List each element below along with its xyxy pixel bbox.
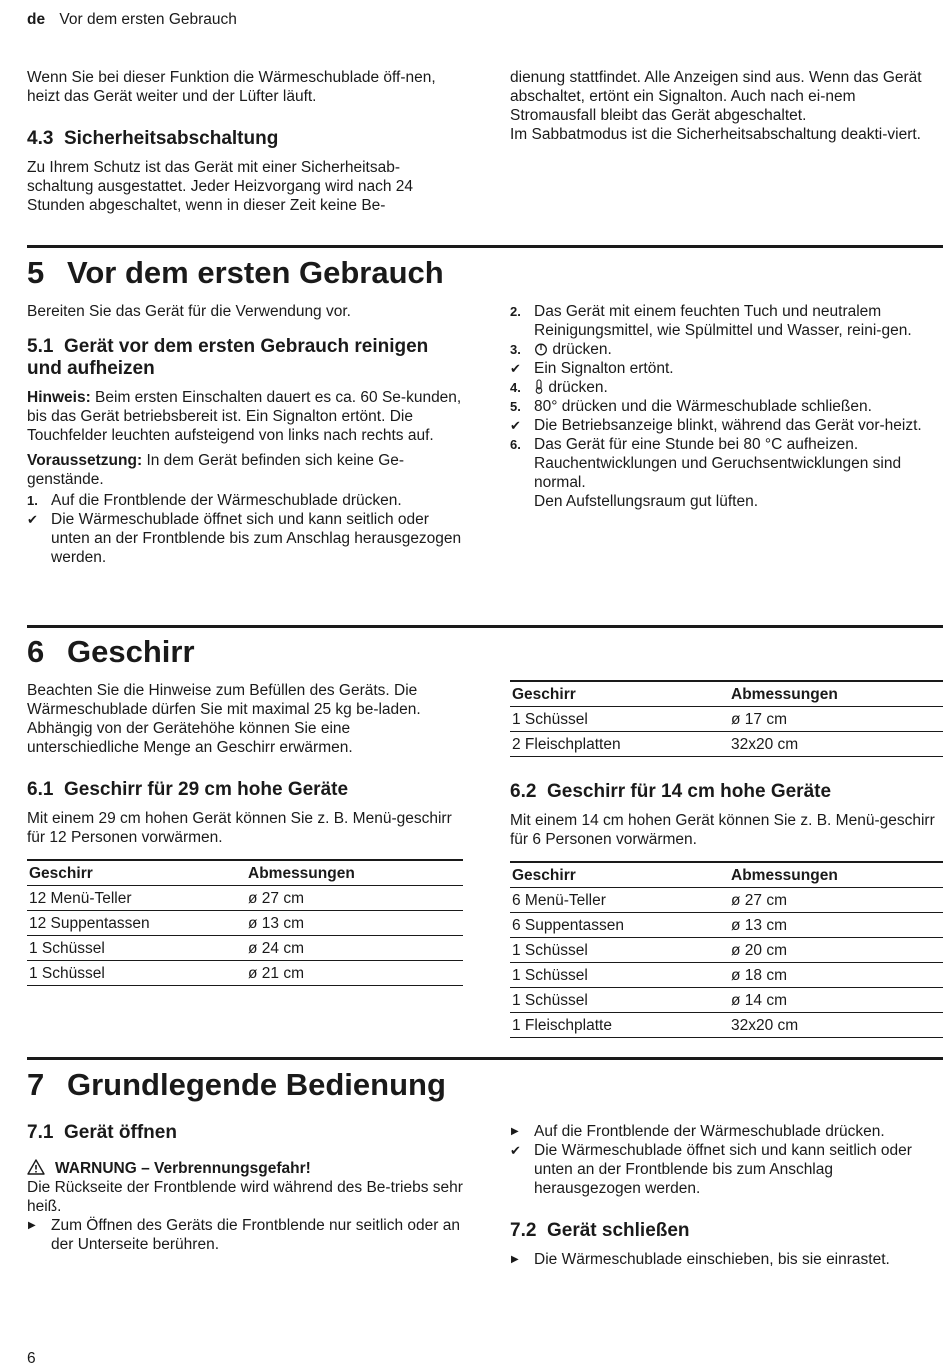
step-6-note <box>510 454 943 492</box>
check-icon: ✔ <box>510 418 521 433</box>
bullet-triangle-icon: ▶ <box>28 1220 36 1231</box>
table-cell: ø 17 cm <box>729 707 943 732</box>
step-number: 1. <box>27 493 38 508</box>
bullet-triangle-icon: ▶ <box>511 1126 519 1137</box>
step-text: Das Gerät für eine Stunde bei 80 °C aufheizen. <box>534 436 859 453</box>
thermometer-icon <box>534 379 544 394</box>
section-5-right-column <box>510 302 943 511</box>
step-2 <box>510 302 943 340</box>
hint-paragraph <box>27 388 463 445</box>
section-7-heading <box>27 1067 446 1103</box>
table-row <box>27 961 463 986</box>
open-result <box>510 1141 943 1198</box>
hint-label: Hinweis: <box>27 389 91 406</box>
top-right-column <box>510 68 943 144</box>
table-cell: ø 24 cm <box>246 936 463 961</box>
step-1 <box>27 491 463 510</box>
requirement-label: Voraussetzung: <box>27 452 143 469</box>
step-text: Auf die Frontblende der Wärmeschublade drücken. <box>51 492 402 509</box>
section-6-2-text: Mit einem 14 cm hohen Gerät können Sie z. B. Menü-geschirr für 6 Personen vorwärmen. <box>510 812 935 848</box>
section-6-intro: Beachten Sie die Hinweise zum Befüllen des Geräts. Die Wärmeschublade dürfen Sie mit maximal 25 kg be-laden. Abhängig von der Gerätehöhe können Sie eine unterschiedliche Menge an Geschirr erwärmen. <box>27 682 421 756</box>
table-cell: 12 Suppentassen <box>27 911 246 936</box>
step-number: 3. <box>510 342 521 357</box>
section-5-rule <box>27 245 943 248</box>
column-header-dish: Geschirr <box>510 862 729 888</box>
table-row <box>510 888 943 913</box>
step-number: 4. <box>510 380 521 395</box>
bullet-triangle-icon: ▶ <box>511 1254 519 1265</box>
step-text: drücken. <box>548 379 608 396</box>
table-cell: 32x20 cm <box>729 1013 943 1038</box>
section-6-1-text: Mit einem 29 cm hohen Gerät können Sie z. B. Menü-geschirr für 12 Personen vorwärmen. <box>27 810 452 846</box>
section-title: Gerät schließen <box>546 1220 690 1241</box>
section-5-intro: Bereiten Sie das Gerät für die Verwendung vor. <box>27 303 351 320</box>
running-header <box>27 10 237 29</box>
step-3 <box>510 340 943 359</box>
result-text: Die Betriebsanzeige blinkt, während das Gerät vor-heizt. <box>534 417 922 434</box>
step-5 <box>510 397 943 416</box>
table-cell: ø 21 cm <box>246 961 463 986</box>
chapter-number: 7 <box>27 1067 45 1102</box>
column-header-dimensions: Abmessungen <box>729 681 943 707</box>
step-1-result <box>27 510 463 567</box>
sabbath-mode-paragraph: Im Sabbatmodus ist die Sicherheitsabschaltung deakti-viert. <box>510 126 921 143</box>
column-header-dish: Geschirr <box>27 860 246 886</box>
section-5-heading <box>27 255 444 291</box>
result-text: Ein Signalton ertönt. <box>534 360 674 377</box>
section-number: 6.2 <box>510 781 537 802</box>
action-text: Auf die Frontblende der Wärmeschublade drücken. <box>534 1123 885 1140</box>
table-row <box>27 936 463 961</box>
table-row <box>27 886 463 911</box>
table-row <box>510 732 943 757</box>
step-text: Das Gerät mit einem feuchten Tuch und neutralem Reinigungsmittel, wie Spülmittel und Wasser, reini-gen. <box>534 303 912 339</box>
section-6-2-heading <box>510 781 943 803</box>
page-number: 6 <box>27 1350 36 1367</box>
check-icon: ✔ <box>510 1143 521 1158</box>
table-cell: 1 Schüssel <box>27 936 246 961</box>
column-header-dimensions: Abmessungen <box>729 862 943 888</box>
running-header-title: Vor dem ersten Gebrauch <box>59 11 237 28</box>
step-3-result <box>510 359 943 378</box>
chapter-title: Grundlegende Bedienung <box>67 1067 446 1102</box>
warning-triangle-icon <box>27 1159 45 1175</box>
step-number: 6. <box>510 437 521 452</box>
section-7-1-heading <box>27 1122 463 1144</box>
open-action <box>510 1122 943 1141</box>
table-header-row <box>27 860 463 886</box>
step-6 <box>510 435 943 454</box>
note-text: Rauchentwicklungen und Geruchsentwicklungen sind normal. <box>534 455 902 491</box>
section-number: 6.1 <box>27 779 54 800</box>
table-cell: 1 Fleischplatte <box>510 1013 729 1038</box>
chapter-number: 5 <box>27 255 45 290</box>
chapter-title: Vor dem ersten Gebrauch <box>67 255 444 290</box>
step-4 <box>510 378 943 397</box>
action-text: Die Wärmeschublade einschieben, bis sie einrastet. <box>534 1251 890 1268</box>
close-action <box>510 1250 943 1269</box>
table-row <box>510 707 943 732</box>
step-5-result <box>510 416 943 435</box>
table-cell: ø 27 cm <box>729 888 943 913</box>
table-row <box>510 963 943 988</box>
section-7-right-column <box>510 1122 943 1269</box>
note-text: Den Aufstellungsraum gut lüften. <box>534 493 759 510</box>
step-number: 5. <box>510 399 521 414</box>
section-7-2-heading <box>510 1220 943 1242</box>
table-cell: ø 18 cm <box>729 963 943 988</box>
table-cell: ø 27 cm <box>246 886 463 911</box>
section-6-1-heading <box>27 779 463 801</box>
top-left-column <box>27 68 463 215</box>
dish-table-29cm <box>27 859 463 986</box>
table-cell: 6 Menü-Teller <box>510 888 729 913</box>
continuation-paragraph-right: dienung stattfindet. Alle Anzeigen sind aus. Wenn das Gerät abschaltet, ertönt ein Signalton. Auch nach ei-nem Stromausfall bleibt das Gerät abgeschaltet. <box>510 69 922 124</box>
power-icon <box>534 342 548 356</box>
requirement-paragraph <box>27 451 463 489</box>
table-row <box>510 988 943 1013</box>
language-code: de <box>27 11 46 28</box>
action-text: Zum Öffnen des Geräts die Frontblende nur seitlich oder an der Unterseite berühren. <box>51 1217 460 1253</box>
table-row <box>510 1013 943 1038</box>
section-title: Gerät vor dem ersten Gebrauch reinigen und aufheizen <box>27 336 429 379</box>
table-cell: ø 13 cm <box>246 911 463 936</box>
warning-heading <box>27 1159 463 1178</box>
section-6-left-column <box>27 681 463 986</box>
column-header-dish: Geschirr <box>510 681 729 707</box>
result-text: Die Wärmeschublade öffnet sich und kann seitlich oder unten an der Frontblende bis zum Anschlag herausgezogen werden. <box>51 511 462 566</box>
section-6-rule <box>27 625 943 628</box>
chapter-number: 6 <box>27 634 45 669</box>
table-header-row <box>510 681 943 707</box>
section-title: Geschirr für 29 cm hohe Geräte <box>63 779 349 800</box>
table-cell: 2 Fleischplatten <box>510 732 729 757</box>
table-cell: 1 Schüssel <box>510 988 729 1013</box>
section-6-heading <box>27 634 195 670</box>
dish-table-continued <box>510 680 943 757</box>
section-4-3-heading <box>27 128 463 150</box>
section-title: Sicherheitsabschaltung <box>63 128 279 149</box>
column-header-dimensions: Abmessungen <box>246 860 463 886</box>
section-7-rule <box>27 1057 943 1060</box>
requirement-text: In dem Gerät befinden sich keine Ge-genstände. <box>27 452 405 488</box>
check-icon: ✔ <box>510 361 521 376</box>
section-5-1-heading <box>27 336 463 380</box>
warning-action <box>27 1216 463 1254</box>
table-cell: 6 Suppentassen <box>510 913 729 938</box>
table-cell: 1 Schüssel <box>510 938 729 963</box>
result-text: Die Wärmeschublade öffnet sich und kann seitlich oder unten an der Frontblende bis zum Anschlag herausgezogen werden. <box>534 1142 912 1197</box>
table-cell: 1 Schüssel <box>510 707 729 732</box>
hint-text: Beim ersten Einschalten dauert es ca. 60 Se-kunden, bis das Gerät betriebsbereit ist. Ein Signalton ertönt. Die Touchfelder leuchten aufsteigend von links nach rechts auf. <box>27 389 462 444</box>
table-cell: ø 20 cm <box>729 938 943 963</box>
check-icon: ✔ <box>27 512 38 527</box>
step-text: 80° drücken und die Wärmeschublade schließen. <box>534 398 872 415</box>
section-number: 4.3 <box>27 128 54 149</box>
step-6-note-2 <box>510 492 943 511</box>
section-6-right-column <box>510 680 943 1038</box>
section-title: Gerät öffnen <box>63 1122 177 1143</box>
section-4-3-text: Zu Ihrem Schutz ist das Gerät mit einer Sicherheitsab-schaltung ausgestattet. Jeder Heizvorgang wird nach 24 Stunden abgeschaltet, wenn in dieser Zeit keine Be- <box>27 159 414 214</box>
section-number: 7.1 <box>27 1122 54 1143</box>
warning-title: WARNUNG – Verbrennungsgefahr! <box>55 1160 311 1177</box>
table-cell: 1 Schüssel <box>510 963 729 988</box>
section-number: 5.1 <box>27 336 54 357</box>
table-cell: ø 13 cm <box>729 913 943 938</box>
section-7-left-column <box>27 1122 463 1254</box>
chapter-title: Geschirr <box>67 634 195 669</box>
table-cell: 12 Menü-Teller <box>27 886 246 911</box>
warning-text: Die Rückseite der Frontblende wird während des Be-triebs sehr heiß. <box>27 1179 463 1215</box>
table-row <box>27 911 463 936</box>
continuation-paragraph: Wenn Sie bei dieser Funktion die Wärmeschublade öff-nen, heizt das Gerät weiter und der Lüfter läuft. <box>27 69 436 105</box>
table-cell: 32x20 cm <box>729 732 943 757</box>
section-5-left-column <box>27 302 463 567</box>
table-cell: ø 14 cm <box>729 988 943 1013</box>
step-number: 2. <box>510 304 521 319</box>
step-text: drücken. <box>552 341 612 358</box>
section-number: 7.2 <box>510 1220 537 1241</box>
table-header-row <box>510 862 943 888</box>
table-row <box>510 913 943 938</box>
table-cell: 1 Schüssel <box>27 961 246 986</box>
dish-table-14cm <box>510 861 943 1038</box>
section-title: Geschirr für 14 cm hohe Geräte <box>546 781 832 802</box>
table-row <box>510 938 943 963</box>
